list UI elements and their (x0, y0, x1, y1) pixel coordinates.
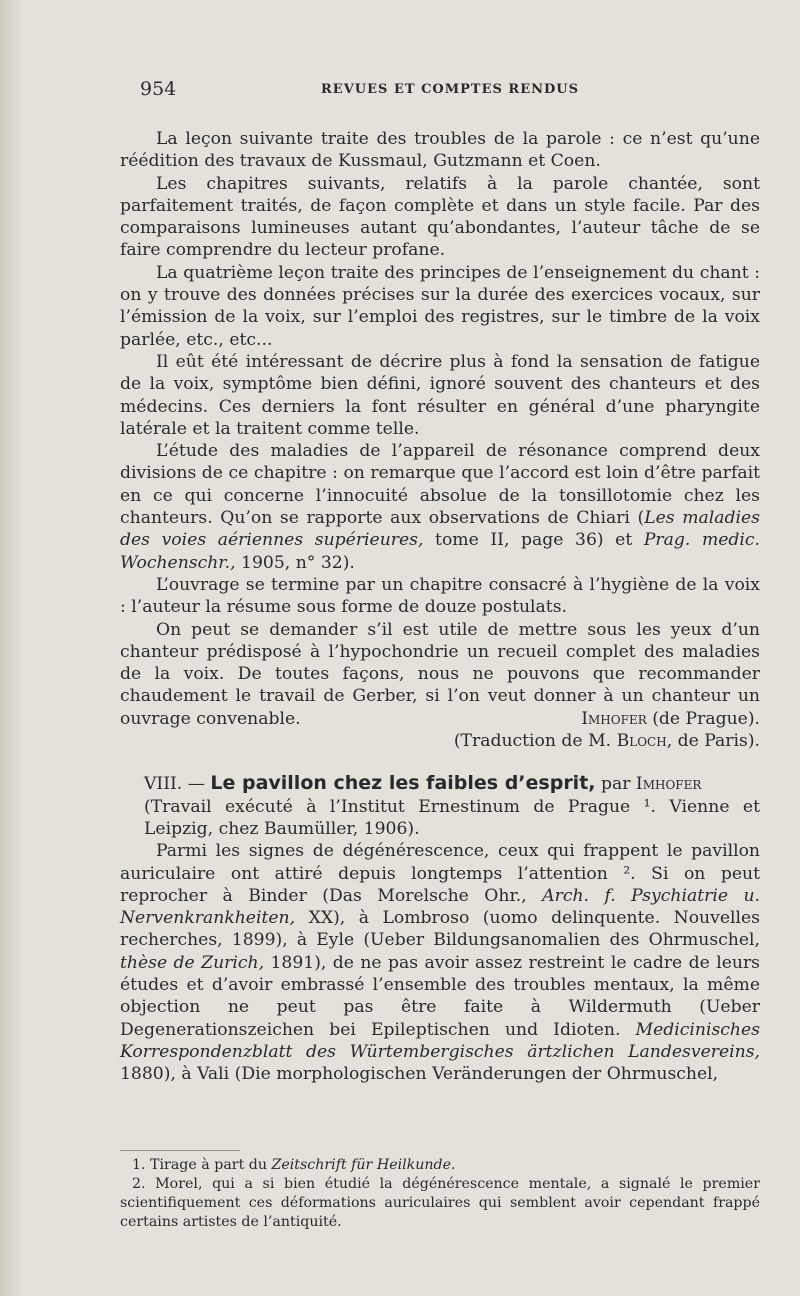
paragraph: La quatrième leçon traite des principes de l’enseignement du chant : on y trouve des données précises sur la durée des exercices vocaux, sur l’émission de la voix, sur l’emploi des registres, sur le timbre de la voix parlée, etc., etc... (120, 262, 760, 350)
page-edge (0, 0, 22, 1296)
page-number: 954 (140, 78, 177, 100)
footnote-2: 2. Morel, qui a si bien étudié la dégénérescence mentale, a signalé le premier scientifiquement ces déformations auriculaires qui semblent avoir cependant frappé certains artistes de l’antiquité. (120, 1176, 760, 1230)
page-header (140, 78, 760, 108)
section-heading: VIII. — Le pavillon chez les faibles d’esprit, par Imhofer (Travail exécuté à l’Institut Ernestinum de Prague ¹. Vienne et Leipzig, chez Baumüller, 1906). (144, 772, 760, 839)
body-text (120, 128, 760, 1085)
citation-journal: Prag. medic. Wochenschr., (120, 530, 761, 573)
paragraph: Parmi les signes de dégénérescence, ceux qui frappent le pavillon auriculaire ont attiré depuis longtemps l’attention ². Si on peut reprocher à Binder (Das Morelsche Ohr., Arch. f. Psychiatrie u. Nervenkrankheiten, XX), à Lombroso (uomo delinquente. Nouvelles recherches, 1899), à Eyle (Ueber Bildungsanomalien des Ohrmuschel, thèse de Zurich, 1891), de ne pas avoir assez restreint le cadre de leurs études et d’avoir embrassé l’ensemble des troubles mentaux, la même objection ne peut pas être faite à Wildermuth (Ueber Degenerationszeichen bei Epileptischen und Idioten. Medicinisches Korrespondenzblatt des Würtembergisches ärtzlichen Landesvereins, 1880), à Vali (Die morphologischen Veränderungen der Ohrmuschel, (120, 841, 760, 1085)
footnote-1: 1. Tirage à part du Zeitschrift für Heilkunde. (132, 1157, 456, 1173)
section-number: VIII. — (144, 774, 211, 795)
paragraph: On peut se demander s’il est utile de mettre sous les yeux d’un chanteur prédisposé à l’hypochondrie un recueil complet des maladies de la voix. De toutes façons, nous ne pouvons que recommander chaudement le travail de Gerber, si l’on veut donner à un chanteur un ouvrage convenable. Imhofer (de Prague). (120, 619, 760, 729)
section-details: (Travail exécuté à l’Institut Ernestinum de Prague ¹. Vienne et Leipzig, chez Baumüller, 1906). (144, 796, 760, 839)
paragraph: L’étude des maladies de l’appareil de résonance comprend deux divisions de ce chapitre : on remarque que l’accord est loin d’être parfait en ce qui concerne l’innocuité absolue de la tonsillotomie chez les chanteurs. Qu’on se rapporte aux observations de Chiari (Les maladies des voies aériennes supérieures, tome II, page 36) et Prag. medic. Wochenschr., 1905, n° 32). (120, 441, 761, 573)
section-title: Le pavillon chez les faibles d’esprit, (210, 772, 596, 795)
paragraph: Les chapitres suivants, relatifs à la parole chantée, sont parfaitement traités, de façon complète et dans un style facile. Par des comparaisons lumineuses autant qu’abondantes, l’auteur tâche de se faire comprendre du lecteur profane. (120, 173, 760, 261)
section-author: Imhofer (635, 774, 702, 795)
paragraph: Il eût été intéressant de décrire plus à fond la sensation de fatigue de la voix, symptôme bien défini, ignoré souvent des chanteurs et des médecins. Ces derniers la font résulter en général d’une pharyngite latérale et la traitent comme telle. (120, 351, 760, 439)
citation-title: Les maladies des voies aériennes supérieures, (120, 508, 760, 551)
translator-credit: (Traduction de M. Bloch, de Paris). (453, 731, 760, 752)
signature: Imhofer (de Prague). (581, 708, 760, 729)
footnote-rule (120, 1150, 240, 1151)
paragraph: L’ouvrage se termine par un chapitre consacré à l’hygiène de la voix : l’auteur la résume sous forme de douze postulats. (120, 574, 760, 618)
paragraph: La leçon suivante traite des troubles de la parole : ce n’est qu’une réédition des travaux de Kussmaul, Gutzmann et Coen. (120, 129, 760, 172)
footnotes (120, 1156, 760, 1232)
running-head: REVUES ET COMPTES RENDUS (321, 82, 579, 97)
